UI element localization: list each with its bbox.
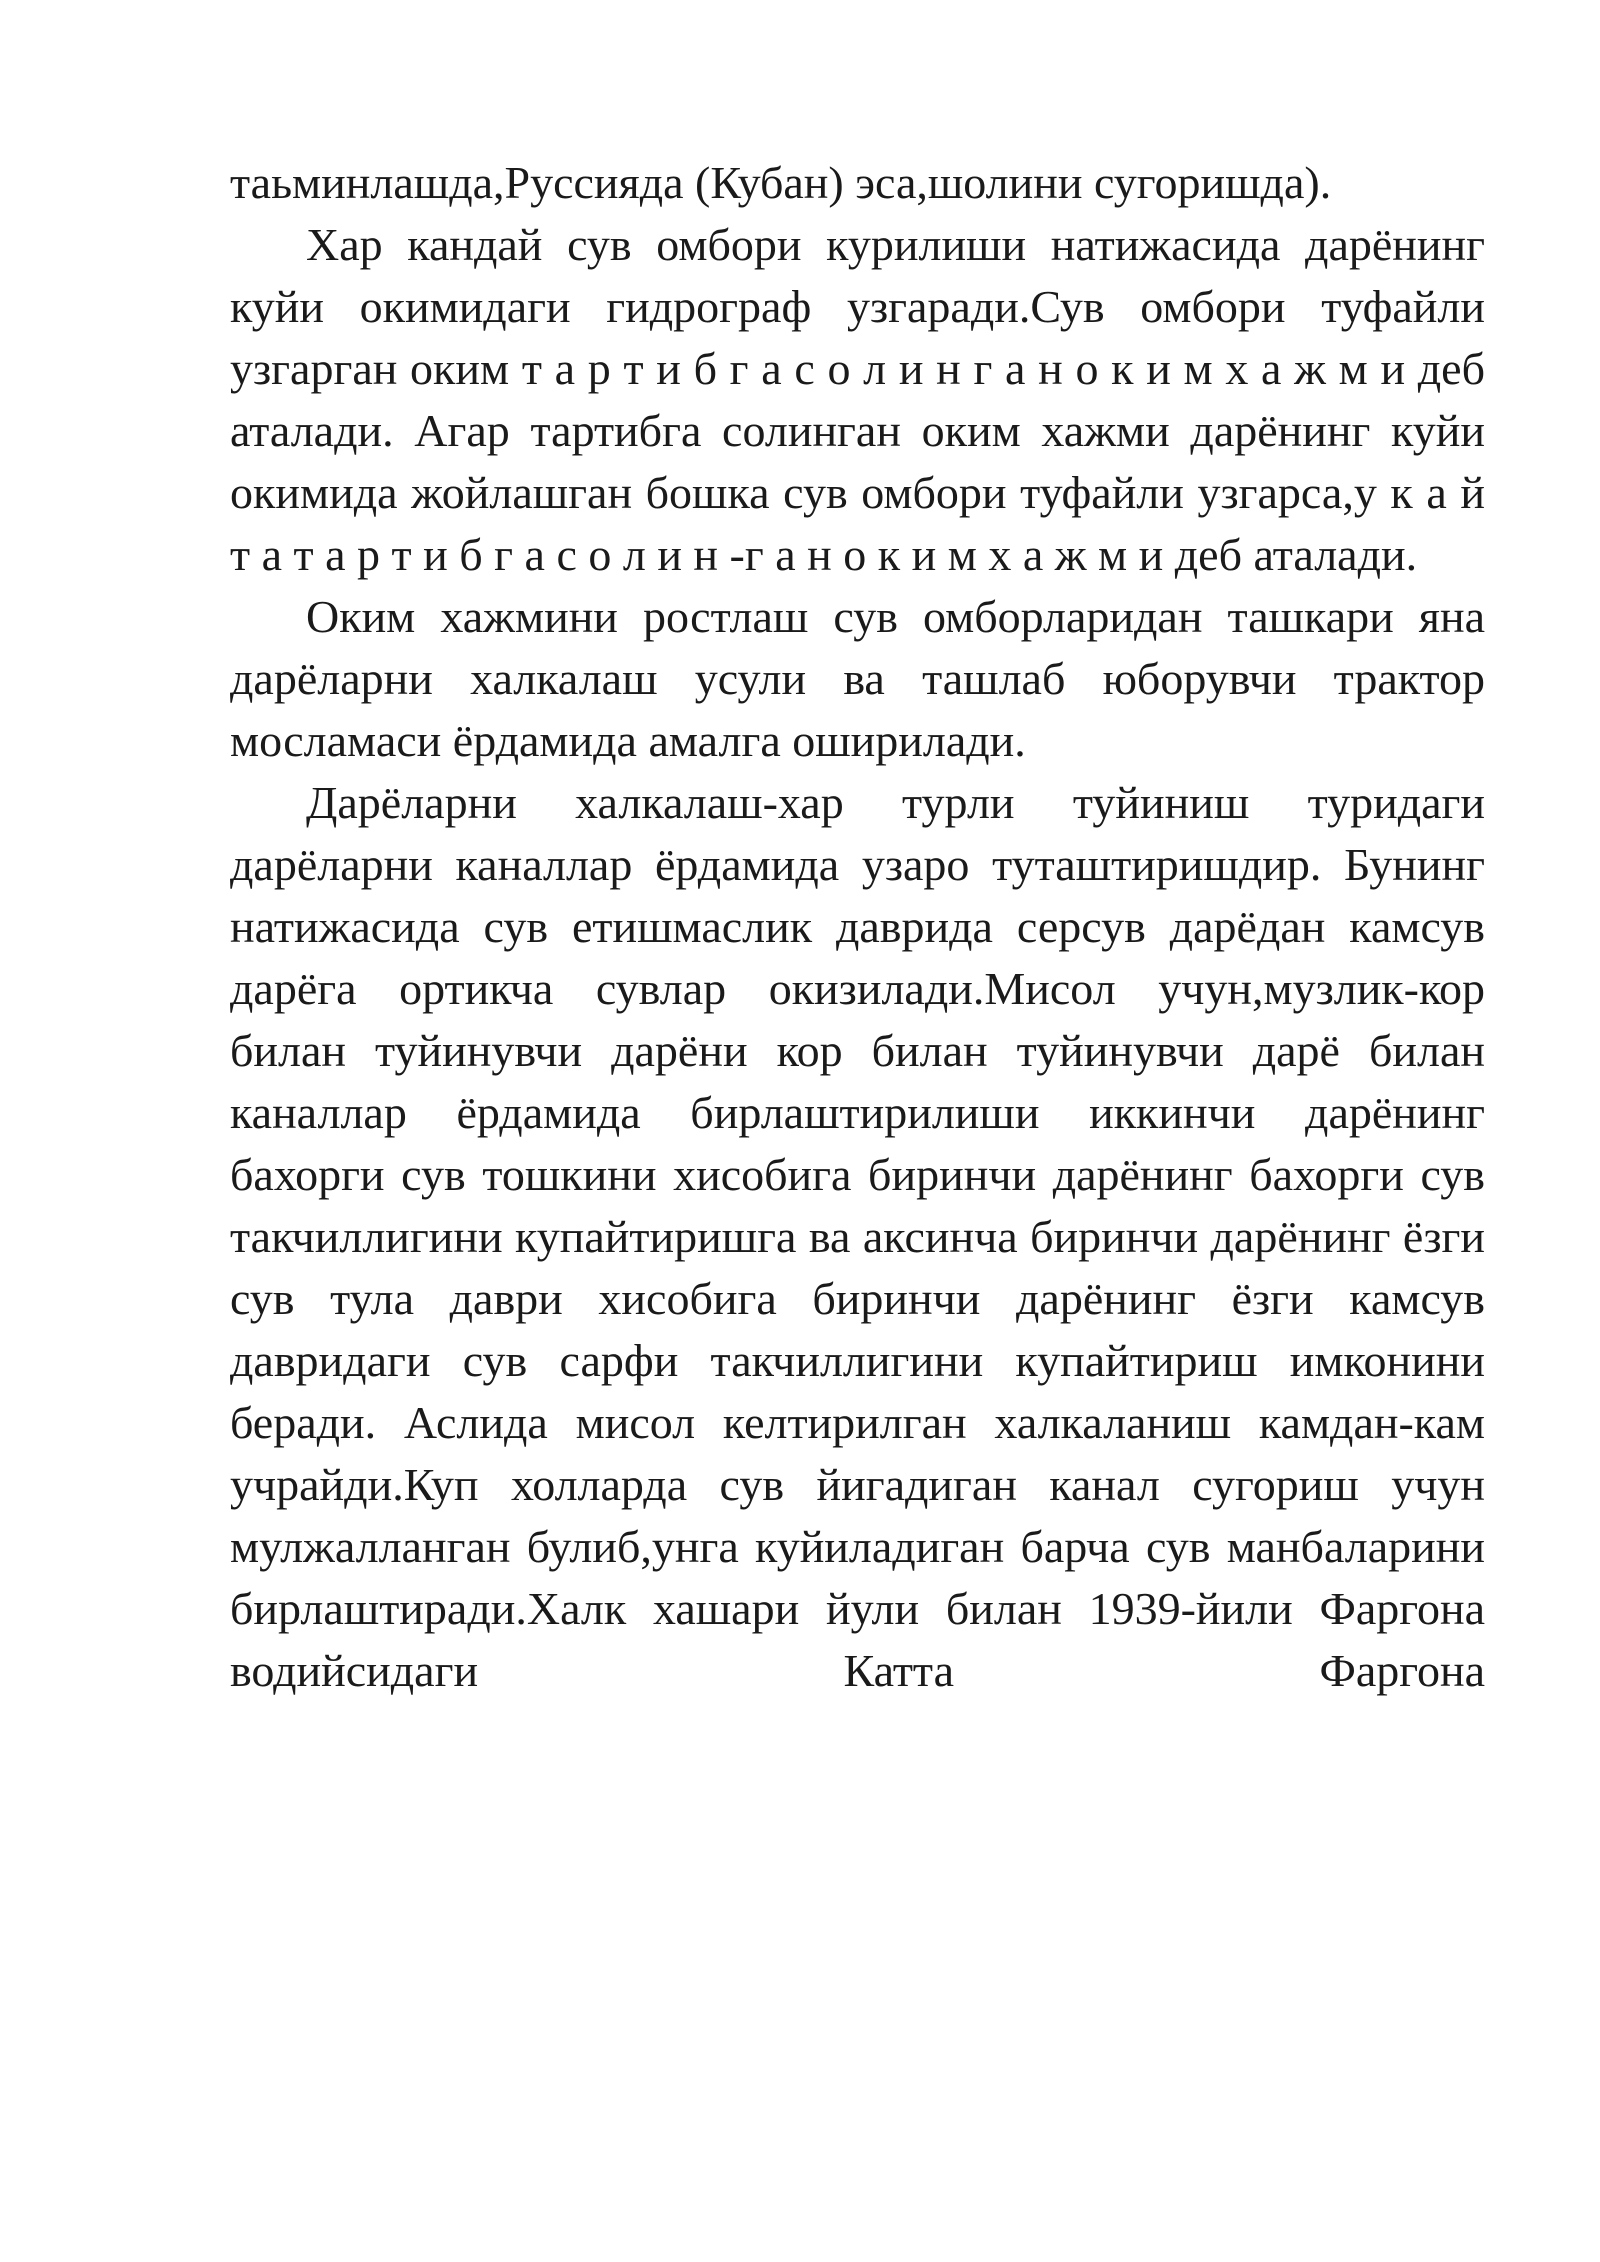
- paragraph-1: таьминлашда,Руссияда (Кубан) эса,шолини сугоришда).: [230, 157, 1332, 208]
- document-page: [230, 152, 1485, 1702]
- paragraph-3: Оким хажмини ростлаш сув омборларидан ташкари яна дарёларни халкалаш усули ва ташлаб юборувчи трактор мосламаси ёрдамида амалга оширилади.: [230, 591, 1485, 766]
- paragraph-2: Хар кандай сув омбори курилиши натижасида дарёнинг куйи окимидаги гидрограф узгаради.Сув омбори туфайли узгарган оким т а р т и б г а с о л и н г а н о к и м х а ж м и деб аталади. Агар тартибга солинган оким хажми дарёнинг куйи окимида жойлашган бошка сув омбори туфайли узгарса,у к а й т а т а р т и б г а с о л и н -г а н о к и м х а ж м и деб аталади.: [230, 219, 1485, 580]
- paragraph-4: Дарёларни халкалаш-хар турли туйиниш туридаги дарёларни каналлар ёрдамида узаро туташтиришдир. Бунинг натижасида сув етишмаслик даврида серсув дарёдан камсув дарёга ортикча сувлар окизилади.Мисол учун,музлик-кор билан туйинувчи дарёни кор билан туйинувчи дарё билан каналлар ёрдамида бирлаштирилиши иккинчи дарёнинг бахорги сув тошкини хисобига биринчи дарёнинг бахорги сув такчиллигини купайтиришга ва аксинча биринчи дарёнинг ёзги сув тула даври хисобига биринчи дарёнинг ёзги камсув давридаги сув сарфи такчиллигини купайтириш имконини беради. Аслида мисол келтирилган халкаланиш камдан-кам учрайди.Куп холларда сув йигадиган канал сугориш учун мулжалланган булиб,унга куйиладиган барча сув манбаларини бирлаштиради.Халк хашари йули билан 1939-йили Фаргона водийсидаги Катта Фаргона: [230, 777, 1485, 1696]
